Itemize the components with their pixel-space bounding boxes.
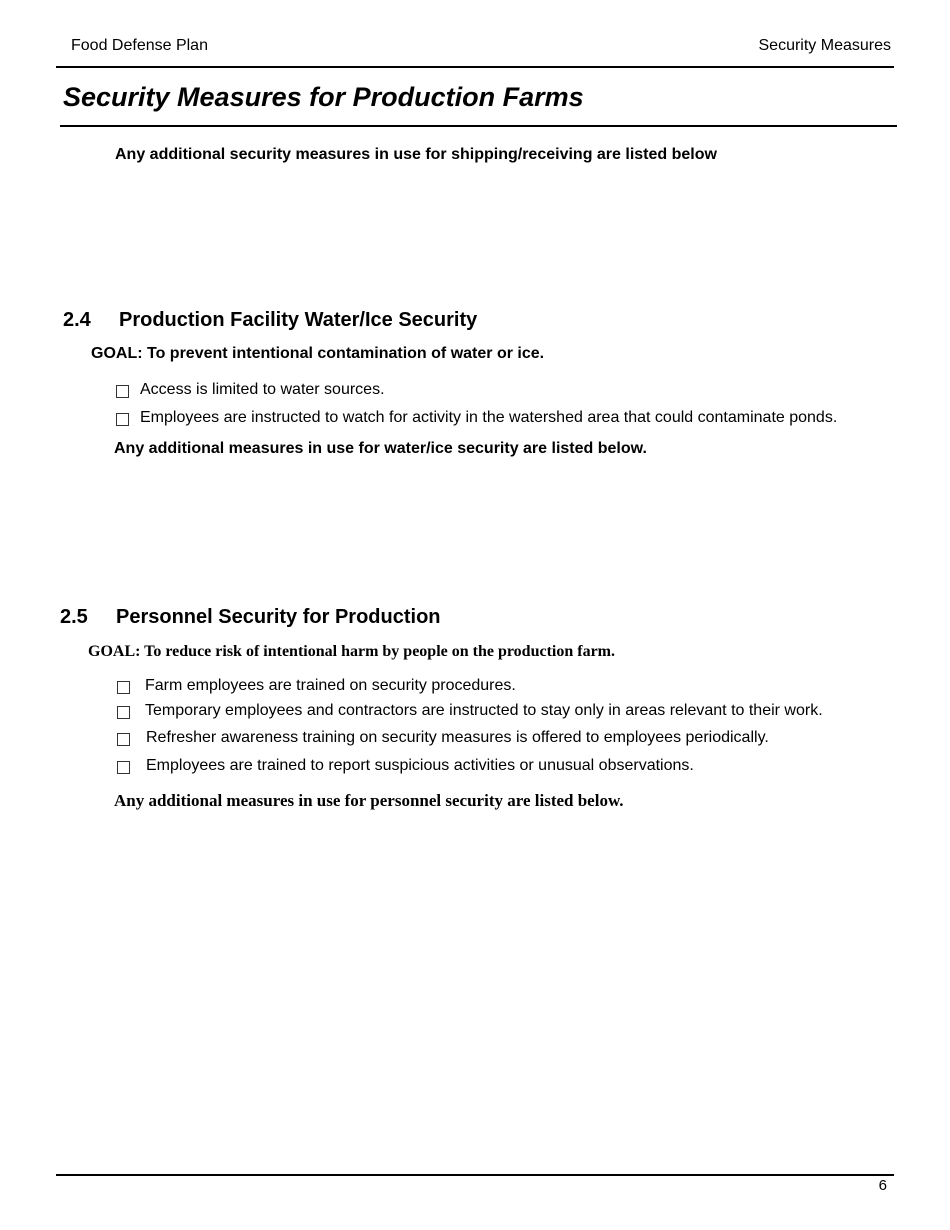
page-title: Security Measures for Production Farms bbox=[63, 82, 584, 112]
section-2-4-item-2 bbox=[116, 409, 837, 427]
header-section-name: Security Measures bbox=[758, 37, 891, 54]
water-ice-additional-measures-note: Any additional measures in use for water/ice security are listed below. bbox=[114, 440, 647, 457]
title-rule bbox=[60, 125, 897, 127]
section-2-5-heading bbox=[60, 606, 441, 629]
checkbox[interactable] bbox=[117, 761, 130, 774]
section-2-4-goal: GOAL: To prevent intentional contamination of water or ice. bbox=[91, 345, 545, 362]
checkbox-label: Employees are trained to report suspicious activities or unusual observations. bbox=[146, 757, 694, 774]
section-2-4-heading bbox=[63, 309, 477, 332]
header-rule bbox=[56, 66, 894, 68]
header-doc-title: Food Defense Plan bbox=[71, 37, 208, 54]
section-2-5-goal: GOAL: To reduce risk of intentional harm by people on the production farm. bbox=[88, 643, 615, 660]
checkbox[interactable] bbox=[117, 706, 130, 719]
section-2-5-title: Personnel Security for Production bbox=[116, 606, 441, 628]
checkbox[interactable] bbox=[117, 681, 130, 694]
personnel-additional-measures-note: Any additional measures in use for personnel security are listed below. bbox=[114, 791, 624, 810]
section-2-5-item-3 bbox=[117, 729, 769, 747]
checkbox[interactable] bbox=[117, 733, 130, 746]
checkbox[interactable] bbox=[116, 385, 129, 398]
section-2-4-title: Production Facility Water/Ice Security bbox=[119, 309, 478, 331]
section-2-4-number: 2.4 bbox=[63, 309, 91, 331]
checkbox-label: Temporary employees and contractors are instructed to stay only in areas relevant to their work. bbox=[145, 702, 823, 719]
checkbox-label: Farm employees are trained on security procedures. bbox=[145, 677, 516, 694]
checkbox-label: Refresher awareness training on security measures is offered to employees periodically. bbox=[146, 729, 769, 746]
page-number: 6 bbox=[878, 1177, 887, 1194]
section-2-4-item-1 bbox=[116, 381, 385, 399]
checkbox-label: Employees are instructed to watch for activity in the watershed area that could contaminate ponds. bbox=[140, 409, 838, 426]
shipping-additional-measures-note: Any additional security measures in use for shipping/receiving are listed below bbox=[115, 146, 717, 163]
section-2-5-number: 2.5 bbox=[60, 606, 88, 628]
section-2-5-item-1 bbox=[117, 677, 516, 695]
footer-rule bbox=[56, 1174, 894, 1176]
checkbox-label: Access is limited to water sources. bbox=[140, 381, 385, 398]
section-2-5-item-4 bbox=[117, 757, 694, 775]
checkbox[interactable] bbox=[116, 413, 129, 426]
section-2-5-item-2 bbox=[117, 702, 823, 720]
